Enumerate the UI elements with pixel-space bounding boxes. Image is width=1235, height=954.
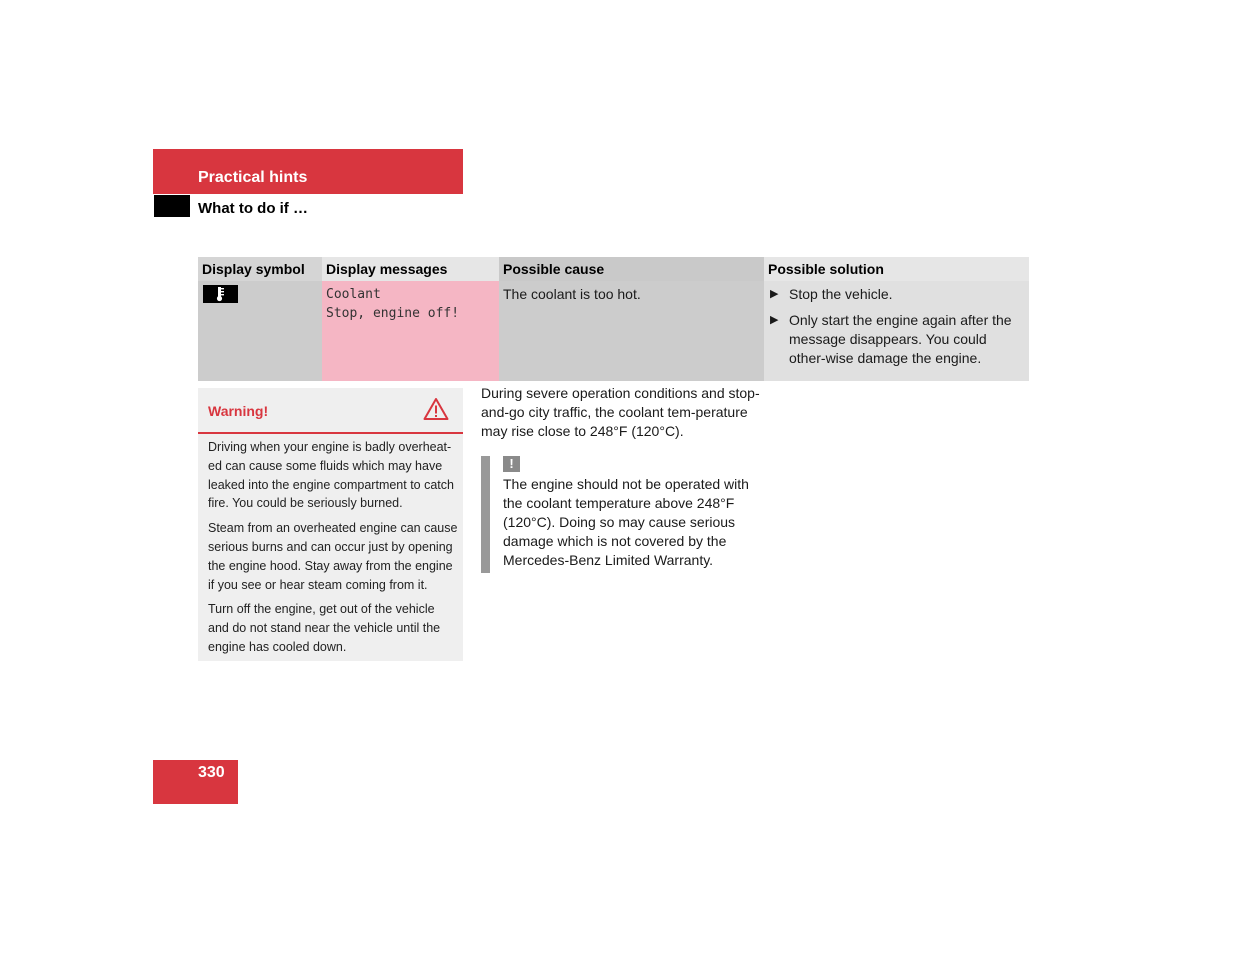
message-cell — [322, 281, 499, 381]
intro-text — [481, 384, 761, 441]
intro-paragraph: During severe operation conditions and stop-and-go city traffic, the coolant tem-perature may rise close to 248°F (120°C). — [481, 385, 760, 439]
warning-paragraph: Turn off the engine, get out of the vehicle and do not stand near the vehicle until the engine has cooled down. — [208, 602, 441, 654]
solution-cell — [764, 281, 1029, 381]
note-text — [503, 475, 753, 570]
warning-paragraph: Driving when your engine is badly overheat-ed can cause some fluids which may have leaked into the engine compartment to catch fire. You could be seriously burned. — [208, 440, 454, 511]
message-line-2: Stop, engine off! — [326, 306, 460, 321]
warning-body — [208, 438, 458, 663]
solution-text: Only start the engine again after the message disappears. You could other-wise damage the engine. — [789, 312, 1012, 366]
subsection-title: What to do if … — [198, 200, 308, 217]
section-title: Practical hints — [198, 169, 308, 186]
warning-paragraph: Steam from an overheated engine can cause serious burns and can occur just by opening the engine hood. Stay away from the engine if you see or hear steam coming from it. — [208, 521, 458, 592]
symbol-cell — [198, 281, 322, 381]
message-line-1: Coolant — [326, 287, 381, 302]
solution-list — [768, 285, 1025, 368]
warning-triangle-icon — [423, 397, 449, 421]
column-header-symbol: Display symbol — [198, 257, 322, 281]
note-bar — [481, 456, 490, 573]
column-header-cause: Possible cause — [499, 257, 764, 281]
coolant-temperature-icon — [203, 285, 238, 303]
warning-box — [198, 388, 463, 661]
table-header-row — [198, 257, 1029, 281]
bullet-arrow-icon: ▶ — [770, 288, 779, 300]
list-item — [768, 285, 1025, 304]
column-header-messages: Display messages — [322, 257, 499, 281]
display-messages-table — [198, 257, 1029, 381]
warning-title: Warning! — [208, 403, 269, 419]
table-row — [198, 281, 1029, 381]
note-paragraph: The engine should not be operated with the coolant temperature above 248°F (120°C). Doing so may cause serious damage which is not covered by the Mercedes-Benz Limited Warranty. — [503, 476, 749, 568]
warning-header — [198, 388, 463, 434]
header-marker — [154, 195, 190, 217]
page-number: 330 — [198, 764, 225, 781]
cause-text: The coolant is too hot. — [503, 286, 641, 302]
bullet-arrow-icon: ▶ — [770, 314, 779, 326]
column-header-solution: Possible solution — [764, 257, 1029, 281]
solution-text: Stop the vehicle. — [789, 286, 893, 302]
list-item — [768, 311, 1025, 368]
cause-cell — [499, 281, 764, 381]
page-number-band — [153, 760, 238, 804]
exclamation-icon: ! — [503, 456, 520, 472]
